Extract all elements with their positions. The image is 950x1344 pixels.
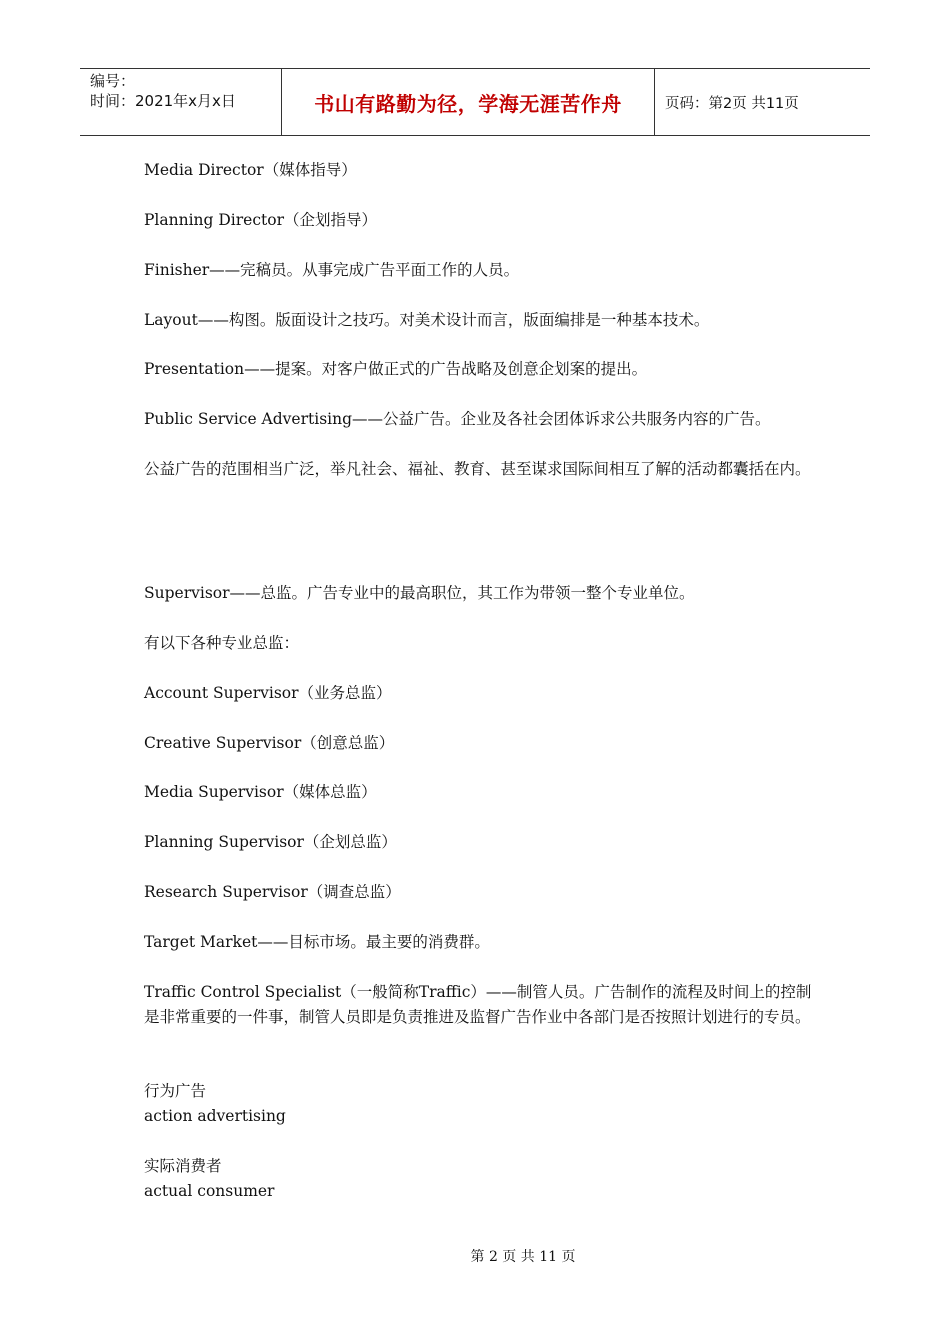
date-label: 时间：2021年x月x日 xyxy=(90,92,236,110)
paragraph: 有以下各种专业总监： xyxy=(144,634,300,652)
paragraph: Presentation——提案。对客户做正式的广告战略及创意企划案的提出。 xyxy=(144,360,648,378)
header-motto: 书山有路勤为径，学海无涯苦作舟 xyxy=(282,69,655,135)
paragraph: Target Market——目标市场。最主要的消费群。 xyxy=(144,933,490,951)
paragraph: Account Supervisor（业务总监） xyxy=(144,684,392,702)
glossary-entry xyxy=(144,1154,814,1204)
glossary-term-cn: 实际消费者 xyxy=(144,1157,222,1175)
paragraph: Finisher——完稿员。从事完成广告平面工作的人员。 xyxy=(144,261,520,279)
paragraph: Traffic Control Specialist（一般简称Traffic）——制管人员。广告制作的流程及时间上的控制是非常重要的一件事，制管人员即是负责推进及监督广告作业中各部门是否按照计划进行的专员。 xyxy=(144,983,812,1026)
paragraph: Supervisor——总监。广告专业中的最高职位，其工作为带领一整个专业单位。 xyxy=(144,584,695,602)
paragraph: Planning Supervisor（企划总监） xyxy=(144,833,397,851)
header-page-number: 页码：第2页 共11页 xyxy=(665,95,799,112)
glossary-entry xyxy=(144,1079,814,1129)
serial-label: 编号： xyxy=(90,72,136,90)
paragraph: Media Supervisor（媒体总监） xyxy=(144,783,377,801)
paragraph: Planning Director（企划指导） xyxy=(144,211,377,229)
paragraph: Layout——构图。版面设计之技巧。对美术设计而言，版面编排是一种基本技术。 xyxy=(144,311,710,329)
paragraph: Public Service Advertising——公益广告。企业及各社会团体诉求公共服务内容的广告。 xyxy=(144,410,771,428)
page-footer xyxy=(0,1246,950,1266)
header-meta xyxy=(80,69,282,135)
glossary-term-cn: 行为广告 xyxy=(144,1082,207,1100)
glossary-term-en: action advertising xyxy=(144,1107,286,1125)
page-header xyxy=(80,68,870,136)
footer-page-number: 第 2 页 共 11 页 xyxy=(470,1249,576,1265)
paragraph: Media Director（媒体指导） xyxy=(144,161,357,179)
paragraph: 公益广告的范围相当广泛，举凡社会、福祉、教育、甚至谋求国际间相互了解的活动都囊括在内。 xyxy=(144,460,811,478)
paragraph: Research Supervisor（调查总监） xyxy=(144,883,401,901)
paragraph: Creative Supervisor（创意总监） xyxy=(144,734,395,752)
glossary-term-en: actual consumer xyxy=(144,1182,275,1200)
